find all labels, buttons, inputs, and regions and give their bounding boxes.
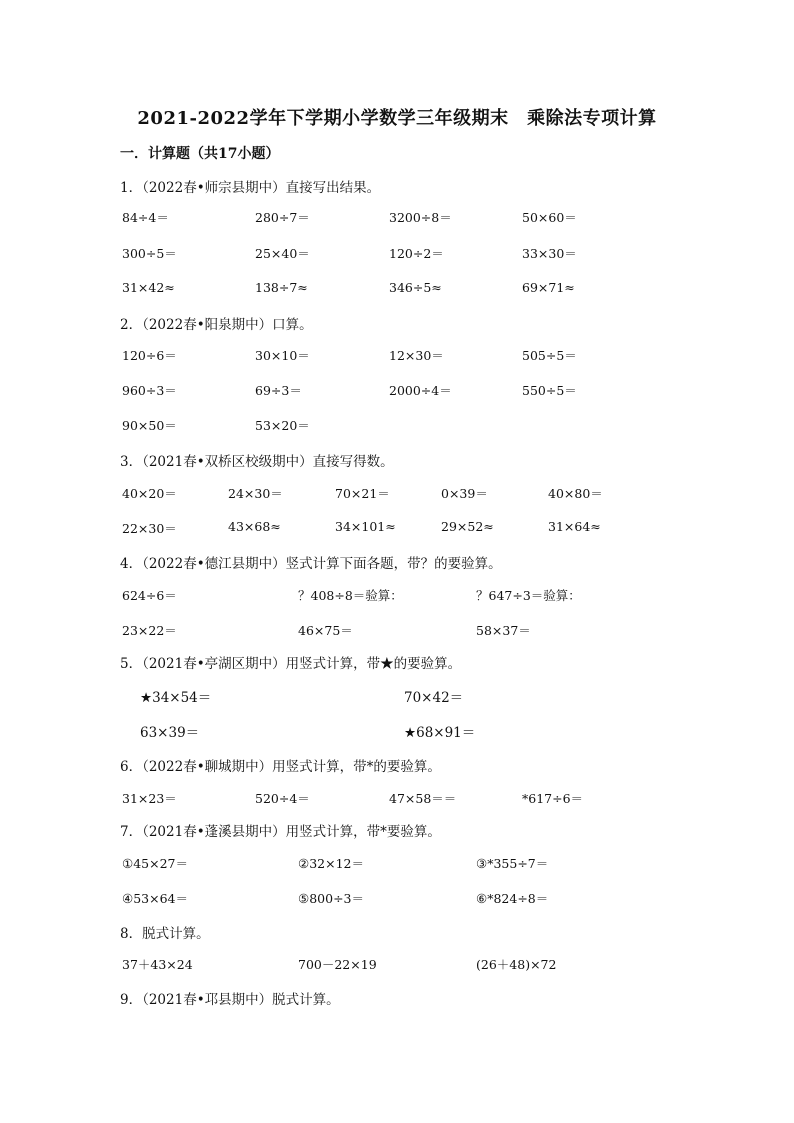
math-expression: ？647÷3＝验算： xyxy=(476,588,581,603)
math-expression: 30×10＝ xyxy=(255,348,310,363)
math-expression: 24×30＝ xyxy=(228,486,283,501)
math-expression: 25×40＝ xyxy=(255,246,310,261)
page-title: 2021-2022学年下学期小学数学三年级期末 乘除法专项计算 xyxy=(137,108,657,129)
math-expression: 346÷5≈ xyxy=(389,280,442,295)
math-expression: 2000÷4＝ xyxy=(389,383,452,398)
math-expression: 520÷4＝ xyxy=(255,791,310,806)
math-expression: ①45×27＝ xyxy=(122,856,188,871)
math-expression: (26＋48)×72 xyxy=(476,957,557,972)
math-expression: ？408÷8＝验算： xyxy=(298,588,403,603)
math-expression: 960÷3＝ xyxy=(122,383,177,398)
question-heading: 3．（2021春•双桥区校级期中）直接写得数。 xyxy=(120,454,394,470)
math-expression: 505÷5＝ xyxy=(522,348,577,363)
math-expression: 138÷7≈ xyxy=(255,280,308,295)
math-expression: ★68×91＝ xyxy=(404,725,476,741)
math-expression: 70×21＝ xyxy=(335,486,390,501)
math-expression: 29×52≈ xyxy=(441,519,494,534)
math-expression: 69×71≈ xyxy=(522,280,575,295)
question-heading: 9．（2021春•邛县期中）脱式计算。 xyxy=(120,992,340,1008)
question-heading: 2．（2022春•阳泉期中）口算。 xyxy=(120,317,313,333)
math-expression: *617÷6＝ xyxy=(522,791,584,806)
math-expression: 33×30＝ xyxy=(522,246,577,261)
math-expression: 84÷4＝ xyxy=(122,210,169,225)
math-expression: 23×22＝ xyxy=(122,623,177,638)
math-expression: 550÷5＝ xyxy=(522,383,577,398)
math-expression: ③*355÷7＝ xyxy=(476,856,549,871)
math-expression: ②32×12＝ xyxy=(298,856,364,871)
math-expression: 31×42≈ xyxy=(122,280,175,295)
question-heading: 7．（2021春•蓬溪县期中）用竖式计算，带*要验算。 xyxy=(120,824,441,840)
math-expression: ★34×54＝ xyxy=(140,690,212,706)
math-expression: 31×64≈ xyxy=(548,519,601,534)
math-expression: 43×68≈ xyxy=(228,519,281,534)
math-expression: 3200÷8＝ xyxy=(389,210,452,225)
math-expression: 63×39＝ xyxy=(140,725,200,741)
math-expression: 69÷3＝ xyxy=(255,383,302,398)
math-expression: 12×30＝ xyxy=(389,348,444,363)
math-expression: 0×39＝ xyxy=(441,486,488,501)
math-expression: ⑥*824÷8＝ xyxy=(476,891,549,906)
math-expression: 34×101≈ xyxy=(335,519,396,534)
question-heading: 1．（2022春•师宗县期中）直接写出结果。 xyxy=(120,180,381,196)
math-expression: 40×80＝ xyxy=(548,486,603,501)
math-expression: 46×75＝ xyxy=(298,623,353,638)
math-expression: 90×50＝ xyxy=(122,418,177,433)
math-expression: 120÷2＝ xyxy=(389,246,444,261)
math-expression: 50×60＝ xyxy=(522,210,577,225)
math-expression: 300÷5＝ xyxy=(122,246,177,261)
question-heading: 4．（2022春•德江县期中）竖式计算下面各题，带？的要验算。 xyxy=(120,556,502,572)
math-expression: 58×37＝ xyxy=(476,623,531,638)
math-expression: 31×23＝ xyxy=(122,791,177,806)
question-heading: 8．脱式计算。 xyxy=(120,926,210,942)
math-expression: ④53×64＝ xyxy=(122,891,188,906)
math-expression: 22×30＝ xyxy=(122,521,177,536)
math-expression: 70×42＝ xyxy=(404,690,464,706)
math-expression: 47×58＝＝ xyxy=(389,791,457,806)
question-heading: 6．（2022春•聊城期中）用竖式计算，带*的要验算。 xyxy=(120,759,441,775)
math-expression: 280÷7＝ xyxy=(255,210,310,225)
question-heading: 5．（2021春•亭湖区期中）用竖式计算，带★的要验算。 xyxy=(120,656,462,672)
math-expression: 700－22×19 xyxy=(298,957,377,972)
math-expression: 120÷6＝ xyxy=(122,348,177,363)
math-expression: 37＋43×24 xyxy=(122,957,193,972)
math-expression: 40×20＝ xyxy=(122,486,177,501)
math-expression: 53×20＝ xyxy=(255,418,310,433)
math-expression: ⑤800÷3＝ xyxy=(298,891,364,906)
section-heading: 一．计算题（共17小题） xyxy=(120,146,280,162)
math-expression: 624÷6＝ xyxy=(122,588,177,603)
